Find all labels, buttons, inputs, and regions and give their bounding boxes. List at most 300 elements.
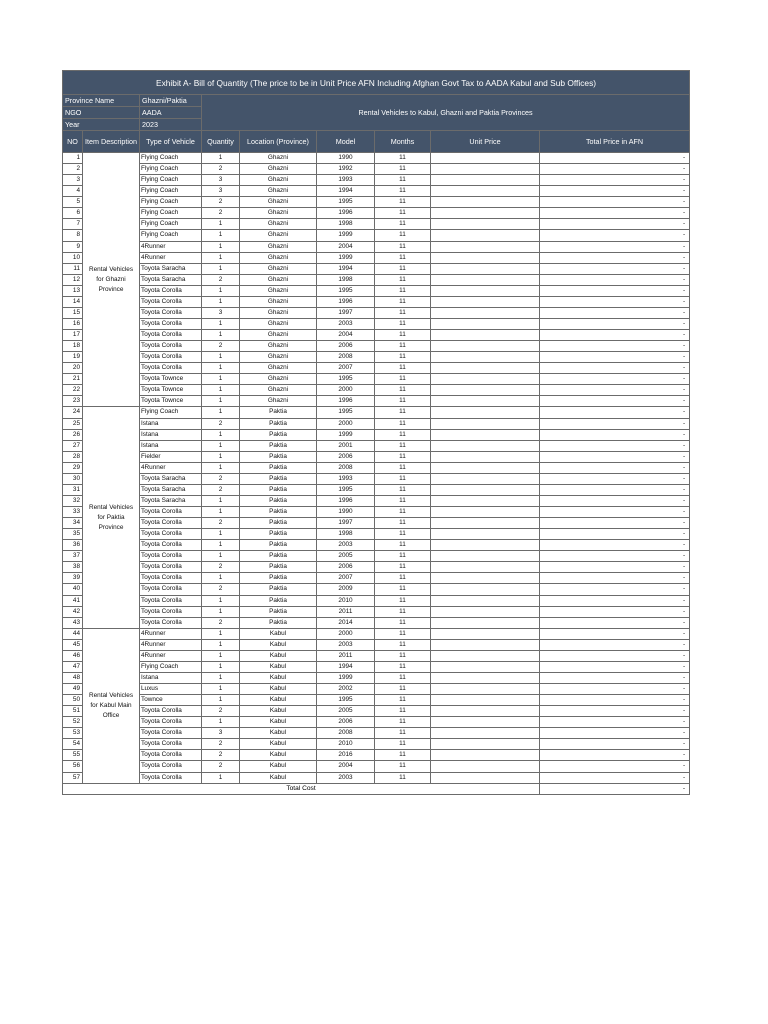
months: 11 <box>375 551 431 562</box>
unit-price-cell[interactable] <box>431 296 540 307</box>
total-price-cell[interactable]: - <box>540 761 690 772</box>
total-price-cell[interactable]: - <box>540 418 690 429</box>
model-year: 1998 <box>317 529 375 540</box>
unit-price-cell[interactable] <box>431 772 540 783</box>
location: Ghazni <box>240 307 317 318</box>
total-price-cell[interactable]: - <box>540 739 690 750</box>
model-year: 2000 <box>317 628 375 639</box>
unit-price-cell[interactable] <box>431 307 540 318</box>
total-price-cell[interactable]: - <box>540 695 690 706</box>
table-row <box>63 330 690 341</box>
quantity: 1 <box>202 529 240 540</box>
location: Ghazni <box>240 341 317 352</box>
location: Ghazni <box>240 318 317 329</box>
months: 11 <box>375 518 431 529</box>
quantity: 1 <box>202 252 240 263</box>
model-year: 1995 <box>317 374 375 385</box>
total-price-cell[interactable]: - <box>540 484 690 495</box>
unit-price-cell[interactable] <box>431 318 540 329</box>
total-price-cell[interactable]: - <box>540 197 690 208</box>
total-price-cell[interactable]: - <box>540 363 690 374</box>
model-year: 2014 <box>317 617 375 628</box>
unit-price-cell[interactable] <box>431 418 540 429</box>
year-label: Year <box>63 119 140 131</box>
location: Kabul <box>240 706 317 717</box>
total-price-cell[interactable]: - <box>540 595 690 606</box>
unit-price-cell[interactable] <box>431 507 540 518</box>
total-price-cell[interactable]: - <box>540 296 690 307</box>
table-row <box>63 307 690 318</box>
model-year: 2016 <box>317 750 375 761</box>
total-price-cell[interactable]: - <box>540 551 690 562</box>
location: Ghazni <box>240 208 317 219</box>
total-price-cell[interactable]: - <box>540 639 690 650</box>
total-price-cell[interactable]: - <box>540 650 690 661</box>
quantity: 2 <box>202 197 240 208</box>
quantity: 1 <box>202 772 240 783</box>
unit-price-cell[interactable] <box>431 197 540 208</box>
total-price-cell[interactable]: - <box>540 562 690 573</box>
total-price-cell[interactable]: - <box>540 440 690 451</box>
row-number: 53 <box>63 728 83 739</box>
location: Ghazni <box>240 175 317 186</box>
quantity: 1 <box>202 628 240 639</box>
total-price-cell[interactable]: - <box>540 462 690 473</box>
row-number: 28 <box>63 451 83 462</box>
quantity: 2 <box>202 617 240 628</box>
unit-price-cell[interactable] <box>431 363 540 374</box>
table-row <box>63 518 690 529</box>
months: 11 <box>375 285 431 296</box>
model-year: 1993 <box>317 175 375 186</box>
vehicle-type: Toyota Corolla <box>140 318 202 329</box>
months: 11 <box>375 672 431 683</box>
unit-price-cell[interactable] <box>431 639 540 650</box>
unit-price-cell[interactable] <box>431 341 540 352</box>
location: Paktia <box>240 606 317 617</box>
unit-price-cell[interactable] <box>431 750 540 761</box>
total-price-cell[interactable]: - <box>540 573 690 584</box>
table-row <box>63 551 690 562</box>
months: 11 <box>375 584 431 595</box>
vehicle-type: Toyota Corolla <box>140 584 202 595</box>
unit-price-cell[interactable] <box>431 440 540 451</box>
model-year: 2002 <box>317 684 375 695</box>
header-months: Months <box>375 131 431 153</box>
vehicle-type: Toyota Corolla <box>140 606 202 617</box>
table-row <box>63 573 690 584</box>
location: Ghazni <box>240 396 317 407</box>
months: 11 <box>375 440 431 451</box>
unit-price-cell[interactable] <box>431 186 540 197</box>
vehicle-type: 4Runner <box>140 650 202 661</box>
unit-price-cell[interactable] <box>431 462 540 473</box>
total-price-cell[interactable]: - <box>540 495 690 506</box>
months: 11 <box>375 396 431 407</box>
table-row <box>63 175 690 186</box>
total-price-cell[interactable]: - <box>540 661 690 672</box>
location: Kabul <box>240 761 317 772</box>
unit-price-cell[interactable] <box>431 562 540 573</box>
model-year: 1999 <box>317 230 375 241</box>
model-year: 1993 <box>317 473 375 484</box>
unit-price-cell[interactable] <box>431 661 540 672</box>
vehicle-type: Toyota Corolla <box>140 617 202 628</box>
item-description: Rental Vehicles for Paktia Province <box>83 407 140 628</box>
unit-price-cell[interactable] <box>431 518 540 529</box>
quantity: 1 <box>202 263 240 274</box>
model-year: 2004 <box>317 241 375 252</box>
vehicle-type: Toyota Saracha <box>140 473 202 484</box>
row-number: 37 <box>63 551 83 562</box>
months: 11 <box>375 197 431 208</box>
total-price-cell[interactable]: - <box>540 606 690 617</box>
vehicle-type: Toyota Corolla <box>140 573 202 584</box>
location: Ghazni <box>240 153 317 164</box>
unit-price-cell[interactable] <box>431 352 540 363</box>
months: 11 <box>375 175 431 186</box>
total-price-cell[interactable]: - <box>540 617 690 628</box>
model-year: 2003 <box>317 318 375 329</box>
vehicle-type: Toyota Corolla <box>140 761 202 772</box>
row-number: 38 <box>63 562 83 573</box>
total-price-cell[interactable]: - <box>540 274 690 285</box>
row-number: 32 <box>63 495 83 506</box>
total-price-cell[interactable]: - <box>540 241 690 252</box>
unit-price-cell[interactable] <box>431 274 540 285</box>
total-price-cell[interactable]: - <box>540 396 690 407</box>
location: Kabul <box>240 739 317 750</box>
row-number: 16 <box>63 318 83 329</box>
months: 11 <box>375 374 431 385</box>
unit-price-cell[interactable] <box>431 175 540 186</box>
total-price-cell[interactable]: - <box>540 352 690 363</box>
quantity: 1 <box>202 595 240 606</box>
months: 11 <box>375 772 431 783</box>
year-value: 2023 <box>140 119 202 131</box>
location: Kabul <box>240 639 317 650</box>
location: Paktia <box>240 418 317 429</box>
vehicle-type: Toyota Saracha <box>140 263 202 274</box>
total-price-cell[interactable]: - <box>540 153 690 164</box>
model-year: 2005 <box>317 706 375 717</box>
vehicle-type: Toyota Corolla <box>140 739 202 750</box>
total-cost-value[interactable]: - <box>540 783 690 794</box>
row-number: 30 <box>63 473 83 484</box>
unit-price-cell[interactable] <box>431 540 540 551</box>
total-price-cell[interactable]: - <box>540 374 690 385</box>
total-price-cell[interactable]: - <box>540 750 690 761</box>
total-price-cell[interactable]: - <box>540 540 690 551</box>
location: Ghazni <box>240 274 317 285</box>
total-price-cell[interactable]: - <box>540 706 690 717</box>
vehicle-type: Toyota Corolla <box>140 772 202 783</box>
total-price-cell[interactable]: - <box>540 684 690 695</box>
total-price-cell[interactable]: - <box>540 285 690 296</box>
unit-price-cell[interactable] <box>431 330 540 341</box>
table-row <box>63 484 690 495</box>
unit-price-cell[interactable] <box>431 529 540 540</box>
quantity: 2 <box>202 473 240 484</box>
row-number: 15 <box>63 307 83 318</box>
table-row <box>63 396 690 407</box>
quantity: 2 <box>202 518 240 529</box>
total-price-cell[interactable]: - <box>540 473 690 484</box>
total-price-cell[interactable]: - <box>540 518 690 529</box>
total-price-cell[interactable]: - <box>540 385 690 396</box>
location: Ghazni <box>240 374 317 385</box>
unit-price-cell[interactable] <box>431 695 540 706</box>
total-price-cell[interactable]: - <box>540 628 690 639</box>
unit-price-cell[interactable] <box>431 208 540 219</box>
model-year: 1998 <box>317 219 375 230</box>
model-year: 2003 <box>317 772 375 783</box>
total-price-cell[interactable]: - <box>540 208 690 219</box>
quantity: 1 <box>202 451 240 462</box>
vehicle-type: Flying Coach <box>140 186 202 197</box>
total-price-cell[interactable]: - <box>540 318 690 329</box>
total-price-cell[interactable]: - <box>540 230 690 241</box>
total-price-cell[interactable]: - <box>540 307 690 318</box>
months: 11 <box>375 296 431 307</box>
table-row <box>63 153 690 164</box>
total-price-cell[interactable]: - <box>540 451 690 462</box>
item-description: Rental Vehicles for Kabul Main Office <box>83 628 140 783</box>
total-price-cell[interactable]: - <box>540 672 690 683</box>
unit-price-cell[interactable] <box>431 761 540 772</box>
months: 11 <box>375 385 431 396</box>
total-price-cell[interactable]: - <box>540 263 690 274</box>
total-price-cell[interactable]: - <box>540 429 690 440</box>
quantity: 1 <box>202 661 240 672</box>
table-row <box>63 495 690 506</box>
table-row <box>63 318 690 329</box>
total-price-cell[interactable]: - <box>540 407 690 418</box>
unit-price-cell[interactable] <box>431 728 540 739</box>
row-number: 36 <box>63 540 83 551</box>
months: 11 <box>375 407 431 418</box>
vehicle-type: Toyota Corolla <box>140 330 202 341</box>
table-row <box>63 672 690 683</box>
model-year: 2008 <box>317 728 375 739</box>
unit-price-cell[interactable] <box>431 252 540 263</box>
header-unit-price: Unit Price <box>431 131 540 153</box>
row-number: 51 <box>63 706 83 717</box>
table-row <box>63 540 690 551</box>
unit-price-cell[interactable] <box>431 706 540 717</box>
location: Paktia <box>240 617 317 628</box>
location: Paktia <box>240 451 317 462</box>
model-year: 1994 <box>317 186 375 197</box>
quantity: 1 <box>202 219 240 230</box>
unit-price-cell[interactable] <box>431 739 540 750</box>
total-price-cell[interactable]: - <box>540 772 690 783</box>
row-number: 11 <box>63 263 83 274</box>
unit-price-cell[interactable] <box>431 484 540 495</box>
unit-price-cell[interactable] <box>431 285 540 296</box>
unit-price-cell[interactable] <box>431 573 540 584</box>
unit-price-cell[interactable] <box>431 606 540 617</box>
unit-price-cell[interactable] <box>431 230 540 241</box>
row-number: 57 <box>63 772 83 783</box>
vehicle-type: 4Runner <box>140 241 202 252</box>
vehicle-type: Toyota Corolla <box>140 728 202 739</box>
row-number: 42 <box>63 606 83 617</box>
quantity: 1 <box>202 285 240 296</box>
table-row <box>63 352 690 363</box>
location: Paktia <box>240 507 317 518</box>
total-price-cell[interactable]: - <box>540 717 690 728</box>
quantity: 3 <box>202 186 240 197</box>
vehicle-type: 4Runner <box>140 639 202 650</box>
total-price-cell[interactable]: - <box>540 728 690 739</box>
model-year: 2008 <box>317 352 375 363</box>
total-price-cell[interactable]: - <box>540 164 690 175</box>
location: Ghazni <box>240 164 317 175</box>
table-row <box>63 230 690 241</box>
model-year: 1994 <box>317 661 375 672</box>
table-row <box>63 661 690 672</box>
unit-price-cell[interactable] <box>431 617 540 628</box>
vehicle-type: Toyota Corolla <box>140 540 202 551</box>
quantity: 1 <box>202 352 240 363</box>
row-number: 6 <box>63 208 83 219</box>
vehicle-type: Toyota Corolla <box>140 307 202 318</box>
row-number: 40 <box>63 584 83 595</box>
table-row <box>63 374 690 385</box>
total-price-cell[interactable]: - <box>540 507 690 518</box>
quantity: 2 <box>202 418 240 429</box>
model-year: 2004 <box>317 761 375 772</box>
unit-price-cell[interactable] <box>431 263 540 274</box>
quantity: 3 <box>202 175 240 186</box>
quantity: 1 <box>202 684 240 695</box>
row-number: 49 <box>63 684 83 695</box>
unit-price-cell[interactable] <box>431 650 540 661</box>
unit-price-cell[interactable] <box>431 219 540 230</box>
unit-price-cell[interactable] <box>431 595 540 606</box>
unit-price-cell[interactable] <box>431 473 540 484</box>
location: Kabul <box>240 695 317 706</box>
months: 11 <box>375 562 431 573</box>
quantity: 1 <box>202 330 240 341</box>
row-number: 14 <box>63 296 83 307</box>
table-row <box>63 208 690 219</box>
unit-price-cell[interactable] <box>431 684 540 695</box>
location: Kabul <box>240 661 317 672</box>
model-year: 2005 <box>317 551 375 562</box>
model-year: 1994 <box>317 263 375 274</box>
row-number: 50 <box>63 695 83 706</box>
unit-price-cell[interactable] <box>431 374 540 385</box>
vehicle-type: Toyota Corolla <box>140 341 202 352</box>
model-year: 1995 <box>317 285 375 296</box>
quantity: 1 <box>202 318 240 329</box>
quantity: 3 <box>202 728 240 739</box>
table-row <box>63 761 690 772</box>
row-number: 27 <box>63 440 83 451</box>
unit-price-cell[interactable] <box>431 672 540 683</box>
months: 11 <box>375 263 431 274</box>
row-number: 9 <box>63 241 83 252</box>
unit-price-cell[interactable] <box>431 429 540 440</box>
location: Kabul <box>240 750 317 761</box>
table-row <box>63 606 690 617</box>
vehicle-type: Toyota Corolla <box>140 518 202 529</box>
unit-price-cell[interactable] <box>431 164 540 175</box>
vehicle-type: Toyota Saracha <box>140 495 202 506</box>
header-model: Model <box>317 131 375 153</box>
total-price-cell[interactable]: - <box>540 584 690 595</box>
unit-price-cell[interactable] <box>431 717 540 728</box>
location: Ghazni <box>240 385 317 396</box>
unit-price-cell[interactable] <box>431 396 540 407</box>
model-year: 1996 <box>317 296 375 307</box>
model-year: 2000 <box>317 385 375 396</box>
table-row <box>63 296 690 307</box>
model-year: 2009 <box>317 584 375 595</box>
vehicle-type: 4Runner <box>140 462 202 473</box>
total-price-cell[interactable]: - <box>540 529 690 540</box>
months: 11 <box>375 252 431 263</box>
location: Ghazni <box>240 197 317 208</box>
table-row <box>63 684 690 695</box>
months: 11 <box>375 164 431 175</box>
total-price-cell[interactable]: - <box>540 175 690 186</box>
model-year: 2010 <box>317 739 375 750</box>
months: 11 <box>375 540 431 551</box>
unit-price-cell[interactable] <box>431 584 540 595</box>
model-year: 1999 <box>317 672 375 683</box>
total-price-cell[interactable]: - <box>540 252 690 263</box>
total-price-cell[interactable]: - <box>540 341 690 352</box>
unit-price-cell[interactable] <box>431 628 540 639</box>
vehicle-type: Luxus <box>140 684 202 695</box>
row-number: 39 <box>63 573 83 584</box>
total-price-cell[interactable]: - <box>540 219 690 230</box>
months: 11 <box>375 473 431 484</box>
unit-price-cell[interactable] <box>431 407 540 418</box>
item-description: Rental Vehicles for Ghazni Province <box>83 153 140 407</box>
vehicle-type: Toyota Corolla <box>140 507 202 518</box>
total-cost-row <box>63 783 690 794</box>
model-year: 1997 <box>317 518 375 529</box>
row-number: 56 <box>63 761 83 772</box>
unit-price-cell[interactable] <box>431 241 540 252</box>
province-name-label: Province Name <box>63 95 140 107</box>
unit-price-cell[interactable] <box>431 451 540 462</box>
ngo-label: NGO <box>63 107 140 119</box>
unit-price-cell[interactable] <box>431 495 540 506</box>
location: Ghazni <box>240 252 317 263</box>
table-row <box>63 407 690 418</box>
model-year: 2001 <box>317 440 375 451</box>
model-year: 1990 <box>317 507 375 518</box>
months: 11 <box>375 750 431 761</box>
months: 11 <box>375 208 431 219</box>
quantity: 1 <box>202 440 240 451</box>
quantity: 2 <box>202 208 240 219</box>
unit-price-cell[interactable] <box>431 385 540 396</box>
vehicle-type: Flying Coach <box>140 407 202 418</box>
vehicle-type: Toyota Corolla <box>140 296 202 307</box>
unit-price-cell[interactable] <box>431 551 540 562</box>
total-price-cell[interactable]: - <box>540 330 690 341</box>
total-price-cell[interactable]: - <box>540 186 690 197</box>
vehicle-type: Toyota Corolla <box>140 551 202 562</box>
header-item-description: Item Description <box>83 131 140 153</box>
unit-price-cell[interactable] <box>431 153 540 164</box>
